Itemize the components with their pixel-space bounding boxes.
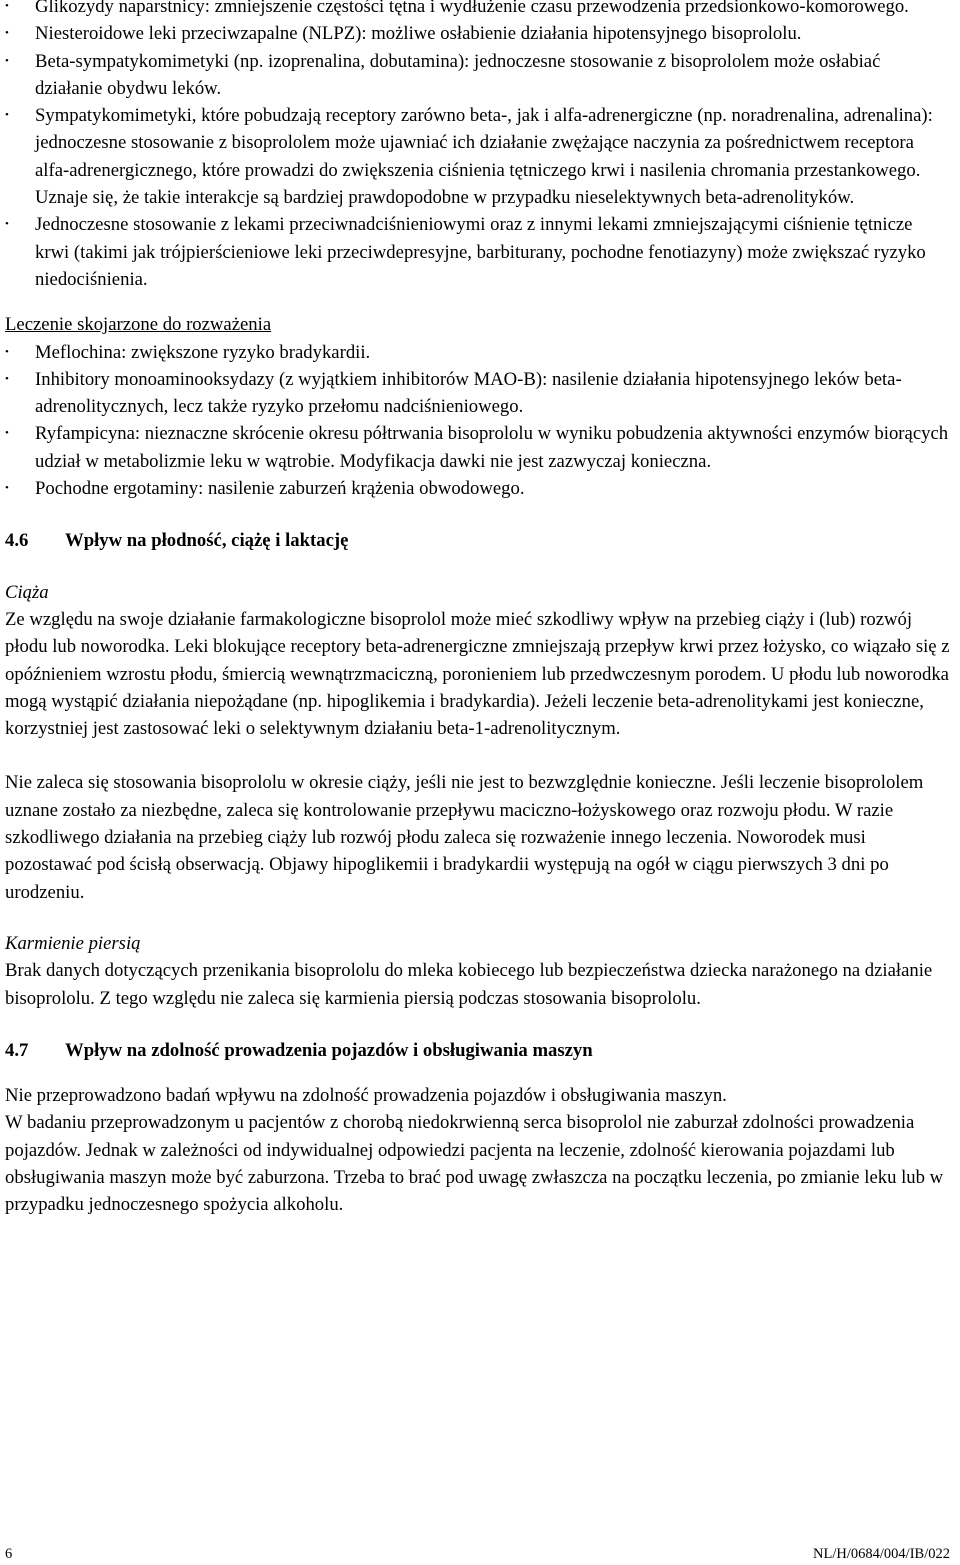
list-item: • Niesteroidowe leki przeciwzapalne (NLPZ): możliwe osłabienie działania hipotensyjnego bisoprololu. (5, 20, 950, 47)
section-number: 4.7 (5, 1039, 29, 1061)
document-code: NL/H/0684/004/IB/022 (813, 1546, 950, 1562)
list-item: • Inhibitory monoaminooksydazy (z wyjątkiem inhibitorów MAO-B): nasilenie działania hipotensyjnego leków beta-adrenolitycznych, lecz także ryzyko przełomu nadciśnieniowego. (5, 366, 950, 421)
pregnancy-heading: Ciąża (5, 581, 49, 603)
combination-list (5, 339, 950, 503)
section-number: 4.6 (5, 530, 29, 552)
bullet-icon: • (5, 109, 9, 122)
list-item: • Pochodne ergotaminy: nasilenie zaburzeń krążenia obwodowego. (5, 475, 950, 502)
list-item: • Beta-sympatykomimetyki (np. izoprenalina, dobutamina): jednoczesne stosowanie z bisoprololem może osłabiać działanie obydwu leków. (5, 48, 950, 103)
bullet-icon: • (5, 427, 9, 440)
pregnancy-paragraph-2: Nie zaleca się stosowania bisoprololu w okresie ciąży, jeśli nie jest to bezwzględnie konieczne. Jeśli leczenie bisoprololem uznane zostało za niezbędne, zaleca się kontrolowanie przepływu maciczno-łożyskowego oraz rozwoju płodu. W razie szkodliwego działania na przebieg ciąży lub rozwój płodu zaleca się rozważenie innego leczenia. Noworodek musi pozostawać pod ścisłą obserwacją. Objawy hipoglikemii i bradykardii występują na ogół w ciągu pierwszych 3 dni po urodzeniu. (5, 772, 924, 903)
list-item: • Meflochina: zwiększone ryzyko bradykardii. (5, 339, 950, 366)
section-heading-4-6 (5, 527, 950, 554)
bullet-icon: • (5, 482, 9, 495)
page-number: 6 (5, 1546, 13, 1562)
document-body (5, 0, 950, 1219)
list-item: • Glikozydy naparstnicy: zmniejszenie częstości tętna i wydłużenie czasu przewodzenia przedsionkowo-komorowego. (5, 0, 950, 20)
bullet-icon: • (5, 218, 9, 231)
list-item: • Ryfampicyna: nieznaczne skrócenie okresu półtrwania bisoprololu w wyniku pobudzenia aktywności enzymów biorących udział w metabolizmie leku w wątrobie. Modyfikacja dawki nie jest zazwyczaj konieczna. (5, 420, 950, 475)
section-title: Wpływ na zdolność prowadzenia pojazdów i obsługiwania maszyn (65, 1039, 593, 1061)
breastfeeding-paragraph: Brak danych dotyczących przenikania bisoprololu do mleka kobiecego lub bezpieczeństwa dziecka narażonego na działanie bisoprololu. Z tego względu nie zaleca się karmienia piersią podczas stosowania bisoprololu. (5, 960, 933, 1009)
pregnancy-paragraph-1: Ze względu na swoje działanie farmakologiczne bisoprolol może mieć szkodliwy wpływ na przebieg ciąży i (lub) rozwój płodu lub noworodka. Leki blokujące receptory beta-adrenergiczne zmniejszają przepływ krwi przez łożysko, co wiązało się z opóźnieniem wzrostu płodu, śmiercią wewnątrzmaciczną, poronieniem lub przedwczesnym porodem. U płodu lub noworodka mogą wystąpić działania niepożądane (np. hipoglikemia i bradykardia). Jeżeli leczenie beta-adrenolitykami jest konieczne, korzystniej jest zastosować leki o selektywnym działaniu beta-1-adrenolitycznym. (5, 608, 950, 740)
bullet-icon: • (5, 372, 9, 385)
driving-paragraph-1: Nie przeprowadzono badań wpływu na zdolność prowadzenia pojazdów i obsługiwania maszyn. (5, 1085, 727, 1107)
bullet-icon: • (5, 54, 9, 67)
list-item: • Jednoczesne stosowanie z lekami przeciwnadciśnieniowymi oraz z innymi lekami zmniejszającymi ciśnienie tętnicze krwi (takimi jak trójpierścieniowe leki przeciwdepresyjne, barbiturany, pochodne fenotiazyny) może zwiększać ryzyko niedociśnienia. (5, 211, 950, 293)
bullet-icon: • (5, 27, 9, 40)
bullet-icon: • (5, 0, 9, 12)
interactions-list (5, 0, 950, 293)
combination-heading: Leczenie skojarzone do rozważenia (5, 314, 272, 336)
section-heading-4-7 (5, 1037, 950, 1064)
list-item: • Sympatykomimetyki, które pobudzają receptory zarówno beta-, jak i alfa-adrenergiczne (np. noradrenalina, adrenalina): jednoczesne stosowanie z bisoprololem może ujawniać ich działanie zwężające naczynia za pośrednictwem receptora alfa-adrenergicznego, które prowadzi do zwiększenia ciśnienia tętniczego krwi i nasilenia chromania przestankowego. Uznaje się, że takie interakcje są bardziej prawdopodobne w przypadku nieselektywnych beta-adrenolityków. (5, 102, 950, 211)
section-title: Wpływ na płodność, ciążę i laktację (65, 530, 349, 552)
driving-paragraph-2: W badaniu przeprowadzonym u pacjentów z chorobą niedokrwienną serca bisoprolol nie zaburzał zdolności prowadzenia pojazdów. Jednak w zależności od indywidualnej odpowiedzi pacjenta na leczenie, zdolność kierowania pojazdami lub obsługiwania maszyn może być zaburzona. Trzeba to brać pod uwagę zwłaszcza na początku leczenia, po zmianie leku lub w przypadku jednoczesnego spożycia alkoholu. (5, 1112, 944, 1216)
breastfeeding-heading: Karmienie piersią (5, 932, 141, 954)
bullet-icon: • (5, 345, 9, 358)
